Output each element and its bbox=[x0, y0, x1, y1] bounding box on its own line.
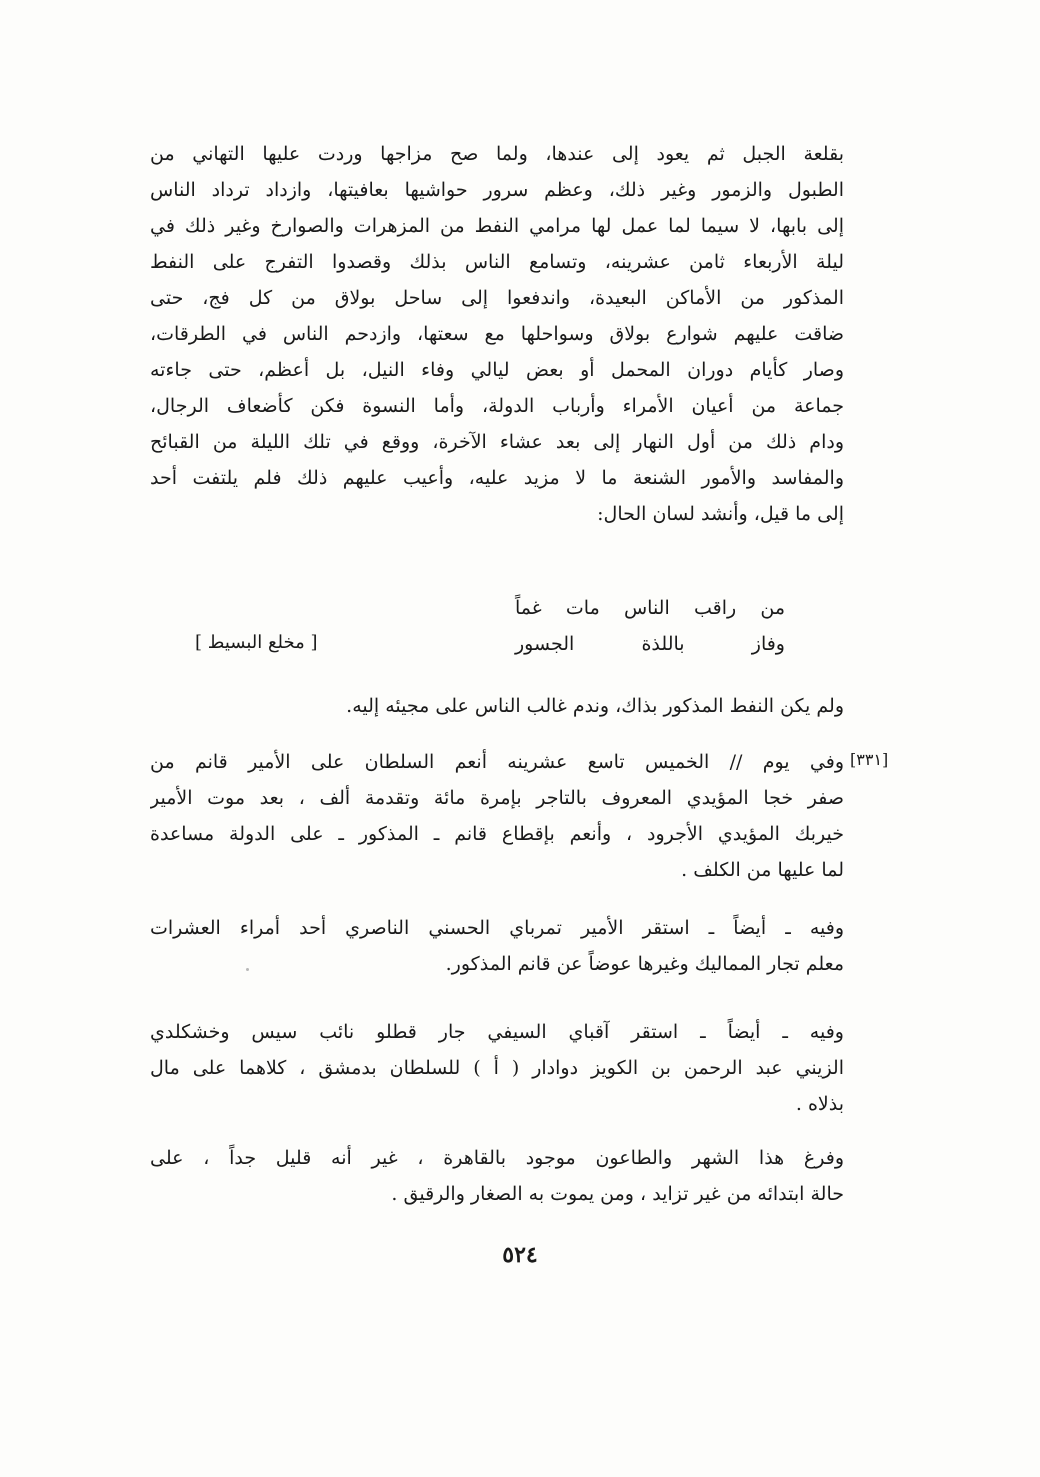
text-line: وصار كأيام دوران المحمل أو بعض ليالي وفاء النيل، بل أعظم، حتى جاءته bbox=[150, 359, 844, 381]
paragraph-nafṭ-celebration bbox=[150, 136, 844, 532]
paragraph-appointment-qanim bbox=[150, 744, 844, 888]
margin-folio-reference: [٣٣١] bbox=[850, 750, 889, 769]
text-line: خيربك المؤيدي الأجرود ، وأنعم بإقطاع قانم ـ المذكور ـ على الدولة مساعدة bbox=[150, 823, 844, 845]
paragraph-appointment-aqbay bbox=[150, 1014, 844, 1122]
text-line: وفي يوم // الخميس تاسع عشرينه أنعم السلطان على الأمير قانم من bbox=[150, 751, 844, 773]
text-line: بذلاه . bbox=[795, 1093, 844, 1115]
text-line: صفر خجا المؤيدي المعروف بالتاجر بإمرة مائة وتقدمة ألف ، بعد موت الأمير bbox=[150, 787, 844, 809]
paragraph-nafṭ-aftermath bbox=[150, 688, 844, 724]
text-line: المذكور من الأماكن البعيدة، واندفعوا إلى ساحل بولاق من كل فج، حتى bbox=[150, 287, 844, 309]
verse-meter-label: [ مخلع البسيط ] bbox=[195, 632, 318, 653]
text-line: ولم يكن النفط المذكور بذاك، وندم غالب الناس على مجيئه إليه. bbox=[346, 695, 844, 717]
text-line: ضاقت عليهم شوارع بولاق وسواحلها مع سعتها، وازدحم الناس في الطرقات، bbox=[150, 323, 844, 345]
text-line: ودام ذلك من أول النهار إلى بعد عشاء الآخرة، ووقع في تلك الليلة من القبائح bbox=[150, 431, 844, 453]
verse-second-hemistich: وفاز باللذة الجسور bbox=[515, 633, 785, 655]
text-line: وفيه ـ أيضاً ـ استقر آقباي السيفي جار قطلو نائب سيس وخشكلدي bbox=[150, 1021, 844, 1043]
page-number: ٥٢٤ bbox=[502, 1242, 538, 1268]
text-line: الزيني عبد الرحمن بن الكويز دوادار ( أ ) للسلطان بدمشق ، كلاهما على مال bbox=[150, 1057, 844, 1079]
paragraph-appointment-tamurbay bbox=[150, 910, 844, 982]
verse-first-hemistich: من راقب الناس مات غماً bbox=[515, 597, 785, 619]
paragraph-plague bbox=[150, 1140, 844, 1212]
text-line: إلى بابها، لا سيما لما عمل لها مرامي النفط من المزهرات والصوارخ وغير ذلك في bbox=[150, 215, 844, 237]
text-line: والمفاسد والأمور الشنعة ما لا مزيد عليه، وأعيب عليهم ذلك فلم يلتفت أحد bbox=[150, 467, 844, 489]
text-line: إلى ما قيل، وأنشد لسان الحال: bbox=[597, 503, 844, 525]
text-line: جماعة من أعيان الأمراء وأرباب الدولة، وأما النسوة فكن كأضعاف الرجال، bbox=[150, 395, 844, 417]
scan-speck bbox=[246, 968, 249, 971]
text-line: وفيه ـ أيضاً ـ استقر الأمير تمرباي الحسني الناصري أحد أمراء العشرات bbox=[150, 917, 844, 939]
text-line: لما عليها من الكلف . bbox=[681, 859, 844, 881]
text-line: الطبول والزمور وغير ذلك، وعظم سرور حواشيها بعافيتها، وازداد ترداد الناس bbox=[150, 179, 844, 201]
text-line: حالة ابتدائه من غير تزايد ، ومن يموت به الصغار والرقيق . bbox=[391, 1183, 844, 1205]
text-line: بقلعة الجبل ثم يعود إلى عندها، ولما صح مزاجها وردت عليها التهاني من bbox=[150, 143, 844, 165]
text-line: معلم تجار المماليك وغيرها عوضاً عن قانم المذكور. bbox=[445, 953, 844, 975]
text-line: وفرغ هذا الشهر والطاعون موجود بالقاهرة ، غير أنه قليل جداً ، على bbox=[150, 1147, 844, 1169]
text-line: ليلة الأربعاء ثامن عشرينه، وتسامع الناس بذلك وقصدوا التفرج على النفط bbox=[150, 251, 844, 273]
